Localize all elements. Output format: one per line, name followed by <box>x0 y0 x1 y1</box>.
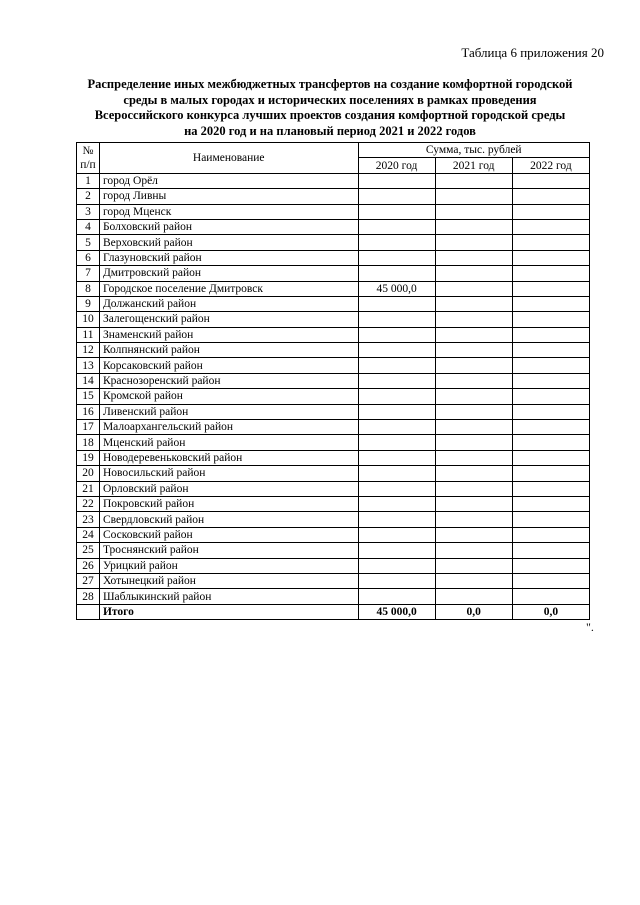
table-row <box>77 496 590 511</box>
row-name: Орловский район <box>99 481 358 496</box>
row-value-2021 <box>435 589 512 604</box>
row-number: 25 <box>77 543 100 558</box>
table-row <box>77 281 590 296</box>
row-value-2021 <box>435 496 512 511</box>
row-value-2021 <box>435 512 512 527</box>
row-number: 20 <box>77 466 100 481</box>
row-value-2022 <box>512 173 589 188</box>
row-value-2021 <box>435 266 512 281</box>
row-value-2021 <box>435 204 512 219</box>
row-number <box>77 604 100 619</box>
row-value-2021 <box>435 343 512 358</box>
row-value-2022 <box>512 327 589 342</box>
row-number: 19 <box>77 450 100 465</box>
row-number: 11 <box>77 327 100 342</box>
row-value-2022 <box>512 589 589 604</box>
row-value-2021 <box>435 235 512 250</box>
row-number: 9 <box>77 296 100 311</box>
row-value-2022 <box>512 358 589 373</box>
row-value-2022 <box>512 343 589 358</box>
table-body <box>77 173 590 619</box>
row-value-2020 <box>358 327 435 342</box>
row-value-2020 <box>358 589 435 604</box>
row-value-2021 <box>435 189 512 204</box>
row-name: Должанский район <box>99 296 358 311</box>
row-value-2020 <box>358 389 435 404</box>
row-value-2021 <box>435 543 512 558</box>
row-value-2022 <box>512 204 589 219</box>
row-name: Залегощенский район <box>99 312 358 327</box>
table-row <box>77 343 590 358</box>
row-number: 26 <box>77 558 100 573</box>
row-value-2020 <box>358 189 435 204</box>
row-value-2020 <box>358 343 435 358</box>
row-value-2022 <box>512 235 589 250</box>
row-name: Знаменский район <box>99 327 358 342</box>
row-name: Колпнянский район <box>99 343 358 358</box>
row-value-2020 <box>358 543 435 558</box>
row-value-2020 <box>358 512 435 527</box>
row-name: Новодеревеньковский район <box>99 450 358 465</box>
row-name: Свердловский район <box>99 512 358 527</box>
row-name: Дмитровский район <box>99 266 358 281</box>
row-value-2021 <box>435 281 512 296</box>
row-name: Троснянский район <box>99 543 358 558</box>
table-row <box>77 435 590 450</box>
row-name: Шаблыкинский район <box>99 589 358 604</box>
table-row <box>77 466 590 481</box>
row-value-2022 <box>512 219 589 234</box>
header-number-line1: № <box>82 144 94 157</box>
row-value-2022 <box>512 373 589 388</box>
table-row <box>77 250 590 265</box>
header-year-2022: 2022 год <box>512 158 589 173</box>
row-value-2020 <box>358 558 435 573</box>
row-value-2020 <box>358 173 435 188</box>
table-row <box>77 296 590 311</box>
row-name: Ливенский район <box>99 404 358 419</box>
row-value-2020 <box>358 235 435 250</box>
row-value-2021 <box>435 558 512 573</box>
table-row <box>77 389 590 404</box>
row-name: Хотынецкий район <box>99 573 358 588</box>
row-value-2020 <box>358 404 435 419</box>
row-value-2021 <box>435 404 512 419</box>
row-number: 8 <box>77 281 100 296</box>
row-value-2020 <box>358 250 435 265</box>
row-value-2020 <box>358 266 435 281</box>
row-value-2020 <box>358 496 435 511</box>
row-value-2020 <box>358 466 435 481</box>
row-value-2022 <box>512 435 589 450</box>
table-row <box>77 573 590 588</box>
table-row <box>77 512 590 527</box>
row-value-2021 <box>435 450 512 465</box>
row-value-2022 <box>512 296 589 311</box>
row-number: 17 <box>77 420 100 435</box>
table-caption: Таблица 6 приложения 20 <box>461 45 604 60</box>
table-row <box>77 312 590 327</box>
row-value-2021 <box>435 466 512 481</box>
row-value-2022 <box>512 558 589 573</box>
row-value-2021 <box>435 358 512 373</box>
row-name: Кромской район <box>99 389 358 404</box>
table-row <box>77 173 590 188</box>
row-name: город Мценск <box>99 204 358 219</box>
row-name: Верховский район <box>99 235 358 250</box>
row-number: 28 <box>77 589 100 604</box>
row-number: 22 <box>77 496 100 511</box>
row-name: Краснозоренский район <box>99 373 358 388</box>
row-name: Итого <box>99 604 358 619</box>
row-value-2022 <box>512 450 589 465</box>
row-name: Малоархангельский район <box>99 420 358 435</box>
row-value-2022 <box>512 543 589 558</box>
header-year-2020: 2020 год <box>358 158 435 173</box>
title-line: Всероссийского конкурса лучших проектов создания комфортной городской среды <box>94 108 566 123</box>
header-name: Наименование <box>99 143 358 174</box>
row-value-2021 <box>435 527 512 542</box>
row-value-2021 <box>435 327 512 342</box>
table-row <box>77 404 590 419</box>
row-number: 12 <box>77 343 100 358</box>
row-number: 21 <box>77 481 100 496</box>
table-total-row <box>77 604 590 619</box>
row-value-2020 <box>358 296 435 311</box>
row-value-2021 <box>435 173 512 188</box>
header-sum: Сумма, тыс. рублей <box>358 143 590 158</box>
table-row <box>77 450 590 465</box>
table-row <box>77 373 590 388</box>
table-row <box>77 219 590 234</box>
row-value-2020 <box>358 527 435 542</box>
row-value-2020 <box>358 450 435 465</box>
row-value-2021 <box>435 312 512 327</box>
row-name: Покровский район <box>99 496 358 511</box>
row-value-2021 <box>435 481 512 496</box>
row-value-2020: 45 000,0 <box>358 604 435 619</box>
row-number: 16 <box>77 404 100 419</box>
document-title <box>70 77 590 139</box>
row-number: 24 <box>77 527 100 542</box>
row-value-2022 <box>512 420 589 435</box>
row-value-2020 <box>358 573 435 588</box>
row-value-2020 <box>358 219 435 234</box>
row-value-2021 <box>435 219 512 234</box>
row-value-2022 <box>512 250 589 265</box>
row-name: город Ливны <box>99 189 358 204</box>
row-value-2022 <box>512 189 589 204</box>
row-value-2022 <box>512 266 589 281</box>
row-value-2021 <box>435 573 512 588</box>
row-value-2022 <box>512 496 589 511</box>
row-number: 23 <box>77 512 100 527</box>
row-value-2022 <box>512 389 589 404</box>
row-value-2021 <box>435 389 512 404</box>
row-value-2020 <box>358 312 435 327</box>
row-number: 7 <box>77 266 100 281</box>
row-number: 27 <box>77 573 100 588</box>
end-quote-mark: ". <box>586 620 594 634</box>
row-value-2020 <box>358 420 435 435</box>
row-value-2020 <box>358 358 435 373</box>
table-row <box>77 420 590 435</box>
row-number: 3 <box>77 204 100 219</box>
table-row <box>77 266 590 281</box>
table-header-row <box>77 143 590 158</box>
title-line: на 2020 год и на плановый период 2021 и 2022 годов <box>184 123 476 138</box>
row-value-2020 <box>358 435 435 450</box>
row-number: 1 <box>77 173 100 188</box>
row-value-2022 <box>512 481 589 496</box>
header-year-2021: 2021 год <box>435 158 512 173</box>
row-name: Сосковский район <box>99 527 358 542</box>
row-value-2020: 45 000,0 <box>358 281 435 296</box>
row-number: 6 <box>77 250 100 265</box>
row-value-2020 <box>358 373 435 388</box>
row-name: Городское поселение Дмитровск <box>99 281 358 296</box>
row-number: 5 <box>77 235 100 250</box>
row-name: Мценский район <box>99 435 358 450</box>
row-value-2022 <box>512 512 589 527</box>
row-number: 4 <box>77 219 100 234</box>
row-value-2021 <box>435 373 512 388</box>
table-row <box>77 481 590 496</box>
table-row <box>77 235 590 250</box>
table-row <box>77 589 590 604</box>
table-row <box>77 543 590 558</box>
table-row <box>77 558 590 573</box>
row-value-2021 <box>435 435 512 450</box>
table-row <box>77 527 590 542</box>
row-value-2022 <box>512 312 589 327</box>
title-line: Распределение иных межбюджетных трансфертов на создание комфортной городской <box>87 77 573 91</box>
row-number: 15 <box>77 389 100 404</box>
header-number <box>77 143 100 174</box>
row-name: Глазуновский район <box>99 250 358 265</box>
row-number: 14 <box>77 373 100 388</box>
row-value-2021: 0,0 <box>435 604 512 619</box>
row-number: 13 <box>77 358 100 373</box>
row-number: 2 <box>77 189 100 204</box>
title-line: среды в малых городах и исторических поселениях в рамках проведения <box>123 92 537 107</box>
table-row <box>77 358 590 373</box>
row-value-2022 <box>512 573 589 588</box>
row-name: Болховский район <box>99 219 358 234</box>
row-value-2022: 0,0 <box>512 604 589 619</box>
transfers-table <box>76 142 590 620</box>
row-name: город Орёл <box>99 173 358 188</box>
table-row <box>77 189 590 204</box>
row-value-2021 <box>435 250 512 265</box>
row-value-2021 <box>435 420 512 435</box>
row-name: Новосильский район <box>99 466 358 481</box>
row-value-2020 <box>358 204 435 219</box>
row-value-2021 <box>435 296 512 311</box>
row-number: 18 <box>77 435 100 450</box>
row-value-2022 <box>512 281 589 296</box>
table-row <box>77 327 590 342</box>
table-row <box>77 204 590 219</box>
row-number: 10 <box>77 312 100 327</box>
row-value-2020 <box>358 481 435 496</box>
row-name: Корсаковский район <box>99 358 358 373</box>
row-value-2022 <box>512 466 589 481</box>
row-value-2022 <box>512 527 589 542</box>
row-value-2022 <box>512 404 589 419</box>
row-name: Урицкий район <box>99 558 358 573</box>
header-number-line2: п/п <box>80 158 96 171</box>
